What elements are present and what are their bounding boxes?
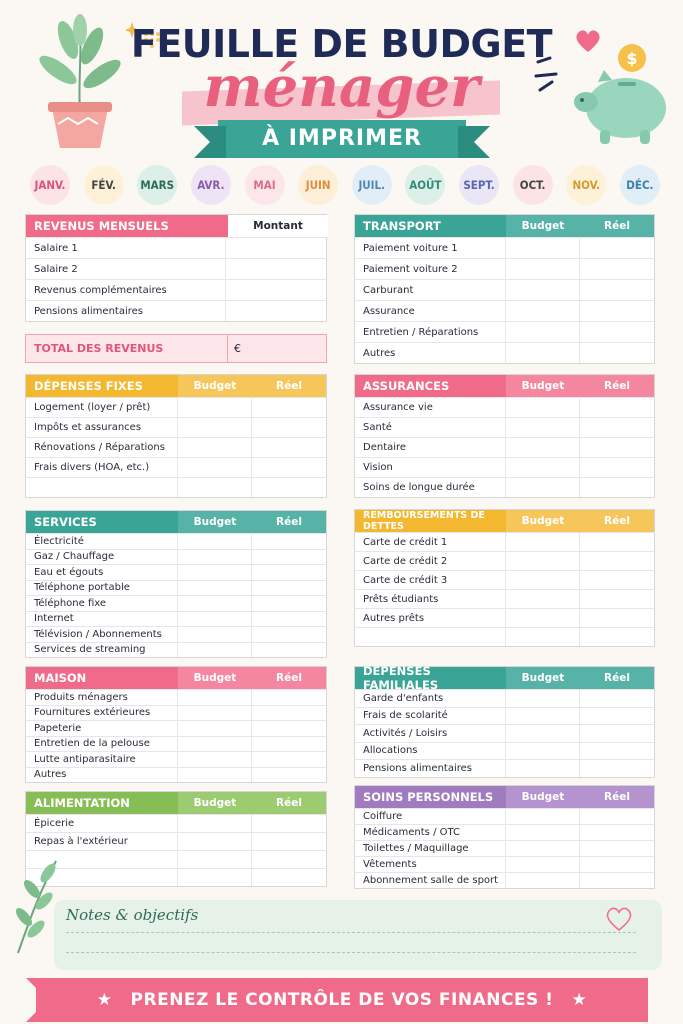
- row-label: Paiement voiture 2: [355, 259, 506, 279]
- table-row: [26, 437, 326, 457]
- column-header-reel: Réel: [252, 667, 326, 689]
- row-label: Carburant: [355, 280, 506, 300]
- reel-cell[interactable]: [580, 280, 654, 300]
- reel-cell[interactable]: [252, 438, 326, 457]
- section-title: SERVICES: [34, 515, 97, 529]
- table-row: [26, 279, 326, 300]
- month-5[interactable]: MAI: [245, 165, 285, 205]
- budget-cell[interactable]: [178, 815, 252, 832]
- row-label: Télévision / Abonnements: [26, 627, 178, 642]
- reel-cell[interactable]: [252, 627, 326, 642]
- budget-cell[interactable]: [506, 552, 580, 570]
- table-row: [355, 707, 654, 725]
- amount-cell[interactable]: [226, 301, 326, 321]
- row-label: Vêtements: [355, 857, 506, 872]
- row-label: Téléphone fixe: [26, 596, 178, 611]
- budget-cell[interactable]: [178, 581, 252, 596]
- row-label: Prêts étudiants: [355, 590, 506, 608]
- reel-cell[interactable]: [580, 809, 654, 824]
- amount-cell[interactable]: [226, 280, 326, 300]
- row-label: Vision: [355, 458, 506, 477]
- heart-outline-icon: [604, 906, 634, 932]
- row-label: Pensions alimentaires: [355, 760, 506, 777]
- table-row: [26, 595, 326, 611]
- row-label: Salaire 1: [26, 238, 226, 258]
- row-label: Carte de crédit 2: [355, 552, 506, 570]
- total-revenus-row: [25, 334, 327, 363]
- row-label: Paiement voiture 1: [355, 238, 506, 258]
- reel-cell[interactable]: [252, 581, 326, 596]
- reel-cell[interactable]: [252, 550, 326, 565]
- row-label: Frais de scolarité: [355, 708, 506, 725]
- reel-cell[interactable]: [580, 238, 654, 258]
- budget-cell[interactable]: [506, 322, 580, 342]
- row-label: Papeterie: [26, 721, 178, 736]
- reel-cell[interactable]: [580, 725, 654, 742]
- reel-cell[interactable]: [580, 760, 654, 777]
- reel-cell[interactable]: [252, 478, 326, 497]
- table-row: [26, 549, 326, 565]
- row-label: Assurance vie: [355, 398, 506, 417]
- table-row: [355, 300, 654, 321]
- table-row: [355, 437, 654, 457]
- notes-line: [66, 952, 636, 953]
- budget-cell[interactable]: [506, 343, 580, 363]
- row-label: Produits ménagers: [26, 690, 178, 705]
- budget-cell[interactable]: [506, 690, 580, 707]
- month-1[interactable]: JANV.: [30, 165, 70, 205]
- table-row: [355, 237, 654, 258]
- budget-cell[interactable]: [178, 737, 252, 752]
- budget-cell[interactable]: [178, 643, 252, 658]
- table-row: [355, 551, 654, 570]
- table-row: [355, 808, 654, 824]
- row-label: Abonnement salle de sport: [355, 873, 506, 888]
- month-7[interactable]: JUIL.: [352, 165, 392, 205]
- row-label: Garde d'enfants: [355, 690, 506, 707]
- column-header-reel: Réel: [252, 375, 326, 397]
- budget-cell[interactable]: [178, 534, 252, 549]
- notes-title: Notes & objectifs: [66, 906, 199, 924]
- reel-cell[interactable]: [580, 418, 654, 437]
- reel-cell[interactable]: [580, 301, 654, 321]
- reel-cell[interactable]: [252, 815, 326, 832]
- reel-cell[interactable]: [252, 721, 326, 736]
- star-icon: ★: [96, 990, 113, 1010]
- budget-cell[interactable]: [506, 238, 580, 258]
- table-row: [26, 751, 326, 767]
- table-row: [355, 397, 654, 417]
- total-revenus-label: TOTAL DES REVENUS: [26, 335, 228, 362]
- notes-line: [66, 932, 636, 933]
- month-10[interactable]: OCT.: [513, 165, 553, 205]
- table-row: [26, 477, 326, 497]
- reel-cell[interactable]: [580, 873, 654, 888]
- table-row: [26, 689, 326, 705]
- reel-cell[interactable]: [252, 643, 326, 658]
- table-remboursements-dettes: [354, 509, 655, 647]
- row-label: Frais divers (HOA, etc.): [26, 458, 178, 477]
- budget-cell[interactable]: [178, 565, 252, 580]
- row-label: Santé: [355, 418, 506, 437]
- row-label: Eau et égouts: [26, 565, 178, 580]
- row-label: Coiffure: [355, 809, 506, 824]
- row-label: [26, 478, 178, 497]
- column-header-budget: Budget: [506, 375, 580, 397]
- row-label: Épicerie: [26, 815, 178, 832]
- row-label: Électricité: [26, 534, 178, 549]
- table-row: [355, 589, 654, 608]
- row-label: Dentaire: [355, 438, 506, 457]
- month-11[interactable]: NOV.: [566, 165, 606, 205]
- row-label: Services de streaming: [26, 643, 178, 658]
- column-header-budget: Budget: [506, 786, 580, 808]
- row-label: Internet: [26, 612, 178, 627]
- reel-cell[interactable]: [580, 552, 654, 570]
- budget-cell[interactable]: [506, 438, 580, 457]
- column-header-budget: Budget: [178, 511, 252, 533]
- table-row: [26, 258, 326, 279]
- table-row: [26, 736, 326, 752]
- month-3[interactable]: MARS: [137, 165, 177, 205]
- row-label: Allocations: [355, 743, 506, 760]
- column-header-reel: Réel: [252, 792, 326, 814]
- month-9[interactable]: SEPT.: [459, 165, 499, 205]
- table-row: [355, 627, 654, 646]
- budget-cell[interactable]: [506, 418, 580, 437]
- table-row: [355, 279, 654, 300]
- month-2[interactable]: FÉV.: [84, 165, 124, 205]
- budget-cell[interactable]: [506, 301, 580, 321]
- footer-text: PRENEZ LE CONTRÔLE DE VOS FINANCES !: [130, 990, 554, 1010]
- budget-cell[interactable]: [506, 841, 580, 856]
- month-8[interactable]: AOÛT: [405, 165, 445, 205]
- table-row: [355, 824, 654, 840]
- table-row: [355, 532, 654, 551]
- row-label: Téléphone portable: [26, 581, 178, 596]
- reel-cell[interactable]: [580, 609, 654, 627]
- table-row: [355, 258, 654, 279]
- svg-text:$: $: [626, 49, 638, 68]
- table-revenus-mensuels: [25, 214, 327, 322]
- reel-cell[interactable]: [252, 458, 326, 477]
- budget-cell[interactable]: [506, 809, 580, 824]
- reel-cell[interactable]: [252, 752, 326, 767]
- column-header-budget: Budget: [506, 510, 580, 532]
- month-12[interactable]: DÉC.: [620, 165, 660, 205]
- column-header-reel: Réel: [252, 511, 326, 533]
- table-row: [26, 564, 326, 580]
- budget-cell[interactable]: [506, 857, 580, 872]
- column-header-reel: Réel: [580, 667, 654, 689]
- reel-cell[interactable]: [252, 418, 326, 437]
- table-row: [355, 570, 654, 589]
- table-row: [355, 477, 654, 497]
- table-alimentation: [25, 791, 327, 887]
- print-ribbon: À IMPRIMER: [218, 120, 466, 158]
- table-row: [355, 608, 654, 627]
- budget-cell[interactable]: [506, 458, 580, 477]
- reel-cell[interactable]: [252, 398, 326, 417]
- table-row: [26, 832, 326, 850]
- row-label: Fournitures extérieures: [26, 706, 178, 721]
- table-row: [26, 720, 326, 736]
- table-row: [26, 580, 326, 596]
- table-row: [355, 759, 654, 777]
- reel-cell[interactable]: [580, 590, 654, 608]
- reel-cell[interactable]: [580, 743, 654, 760]
- row-label: Repas à l'extérieur: [26, 833, 178, 850]
- column-header-reel: Réel: [580, 215, 654, 237]
- budget-cell[interactable]: [178, 869, 252, 886]
- column-header-reel: Réel: [580, 375, 654, 397]
- budget-cell[interactable]: [506, 825, 580, 840]
- budget-cell[interactable]: [506, 590, 580, 608]
- reel-cell[interactable]: [252, 596, 326, 611]
- row-label: Autres: [26, 768, 178, 783]
- budget-cell[interactable]: [178, 690, 252, 705]
- table-row: [26, 611, 326, 627]
- budget-cell[interactable]: [178, 851, 252, 868]
- column-header-reel: Réel: [580, 786, 654, 808]
- table-row: [355, 689, 654, 707]
- reel-cell[interactable]: [580, 533, 654, 551]
- budget-cell[interactable]: [178, 721, 252, 736]
- budget-cell[interactable]: [178, 596, 252, 611]
- star-icon: ★: [571, 990, 588, 1010]
- budget-cell[interactable]: [178, 438, 252, 457]
- budget-cell[interactable]: [178, 833, 252, 850]
- budget-cell[interactable]: [506, 478, 580, 497]
- reel-cell[interactable]: [580, 322, 654, 342]
- reel-cell[interactable]: [580, 690, 654, 707]
- table-assurances: [354, 374, 655, 498]
- budget-cell[interactable]: [506, 708, 580, 725]
- reel-cell[interactable]: [580, 571, 654, 589]
- month-selector: [30, 165, 660, 203]
- reel-cell[interactable]: [252, 690, 326, 705]
- table-row: [26, 767, 326, 783]
- reel-cell[interactable]: [252, 869, 326, 886]
- table-row: [355, 321, 654, 342]
- table-row: [355, 342, 654, 363]
- table-transport: [354, 214, 655, 364]
- page-title: FEUILLE DE BUDGET: [130, 22, 553, 66]
- row-label: Carte de crédit 3: [355, 571, 506, 589]
- table-row: [26, 868, 326, 886]
- row-label: Autres prêts: [355, 609, 506, 627]
- row-label: Autres: [355, 343, 506, 363]
- budget-cell[interactable]: [506, 571, 580, 589]
- reel-cell[interactable]: [252, 737, 326, 752]
- budget-cell[interactable]: [178, 550, 252, 565]
- section-title: DÉPENSES FIXES: [34, 379, 143, 393]
- column-header-budget: Budget: [506, 667, 580, 689]
- table-row: [26, 626, 326, 642]
- row-label: Rénovations / Réparations: [26, 438, 178, 457]
- total-revenus-value[interactable]: €: [234, 342, 241, 355]
- table-row: [355, 457, 654, 477]
- budget-cell[interactable]: [506, 628, 580, 646]
- reel-cell[interactable]: [580, 628, 654, 646]
- reel-cell[interactable]: [580, 343, 654, 363]
- row-label: Impôts et assurances: [26, 418, 178, 437]
- section-title: ALIMENTATION: [34, 796, 130, 810]
- table-row: [26, 814, 326, 832]
- amount-cell[interactable]: [226, 238, 326, 258]
- row-label: Activités / Loisirs: [355, 725, 506, 742]
- reel-cell[interactable]: [580, 398, 654, 417]
- row-label: Gaz / Chauffage: [26, 550, 178, 565]
- budget-cell[interactable]: [506, 533, 580, 551]
- table-row: [26, 417, 326, 437]
- table-row: [26, 642, 326, 658]
- table-row: [26, 300, 326, 321]
- budget-cell[interactable]: [506, 398, 580, 417]
- section-title: TRANSPORT: [363, 219, 441, 233]
- table-row: [355, 856, 654, 872]
- row-label: Revenus complémentaires: [26, 280, 226, 300]
- reel-cell[interactable]: [252, 706, 326, 721]
- month-6[interactable]: JUIN: [298, 165, 338, 205]
- budget-cell[interactable]: [506, 609, 580, 627]
- table-row: [26, 850, 326, 868]
- budget-cell[interactable]: [178, 752, 252, 767]
- column-header-budget: Budget: [178, 792, 252, 814]
- section-title: MAISON: [34, 671, 87, 685]
- budget-cell[interactable]: [178, 627, 252, 642]
- budget-cell[interactable]: [506, 725, 580, 742]
- page-subtitle: ménager: [203, 54, 480, 120]
- budget-cell[interactable]: [506, 873, 580, 888]
- budget-cell[interactable]: [506, 259, 580, 279]
- row-label: Soins de longue durée: [355, 478, 506, 497]
- reel-cell[interactable]: [580, 825, 654, 840]
- section-title: DÉPENSES FAMILIALES: [363, 664, 439, 692]
- budget-cell[interactable]: [178, 612, 252, 627]
- budget-cell[interactable]: [178, 418, 252, 437]
- reel-cell[interactable]: [252, 851, 326, 868]
- reel-cell[interactable]: [580, 857, 654, 872]
- row-label: Pensions alimentaires: [26, 301, 226, 321]
- table-row: [355, 840, 654, 856]
- budget-cell[interactable]: [506, 280, 580, 300]
- budget-cell[interactable]: [178, 478, 252, 497]
- column-header-budget: Budget: [178, 375, 252, 397]
- reel-cell[interactable]: [252, 768, 326, 783]
- row-label: Carte de crédit 1: [355, 533, 506, 551]
- table-maison: [25, 666, 327, 783]
- budget-cell[interactable]: [506, 743, 580, 760]
- table-row: [355, 742, 654, 760]
- table-row: [355, 417, 654, 437]
- table-depenses-familiales: [354, 666, 655, 778]
- reel-cell[interactable]: [580, 458, 654, 477]
- row-label: Logement (loyer / prêt): [26, 398, 178, 417]
- table-row: [26, 237, 326, 258]
- table-row: [26, 705, 326, 721]
- section-title: REMBOURSEMENTS DE DETTES: [363, 510, 485, 532]
- table-soins-personnels: [354, 785, 655, 889]
- budget-cell[interactable]: [178, 458, 252, 477]
- reel-cell[interactable]: [252, 565, 326, 580]
- column-header-montant: Montant: [228, 215, 328, 237]
- section-title: SOINS PERSONNELS: [363, 790, 494, 804]
- row-label: Entretien / Réparations: [355, 322, 506, 342]
- row-label: Lutte antiparasitaire: [26, 752, 178, 767]
- reel-cell[interactable]: [580, 478, 654, 497]
- amount-cell[interactable]: [226, 259, 326, 279]
- budget-cell[interactable]: [178, 768, 252, 783]
- reel-cell[interactable]: [580, 259, 654, 279]
- budget-cell[interactable]: [506, 760, 580, 777]
- table-depenses-fixes: [25, 374, 327, 498]
- table-row: [26, 533, 326, 549]
- table-row: [355, 724, 654, 742]
- table-row: [355, 872, 654, 888]
- row-label: Toilettes / Maquillage: [355, 841, 506, 856]
- column-header-budget: Budget: [178, 667, 252, 689]
- row-label: [355, 628, 506, 646]
- reel-cell[interactable]: [580, 438, 654, 457]
- reel-cell[interactable]: [252, 612, 326, 627]
- reel-cell[interactable]: [580, 841, 654, 856]
- column-header-reel: Réel: [580, 510, 654, 532]
- section-title: ASSURANCES: [363, 379, 450, 393]
- month-4[interactable]: AVR.: [191, 165, 231, 205]
- footer-banner: [36, 978, 648, 1022]
- reel-cell[interactable]: [580, 708, 654, 725]
- table-row: [26, 457, 326, 477]
- row-label: Entretien de la pelouse: [26, 737, 178, 752]
- column-header-budget: Budget: [506, 215, 580, 237]
- table-services: [25, 510, 327, 658]
- reel-cell[interactable]: [252, 534, 326, 549]
- row-label: Salaire 2: [26, 259, 226, 279]
- budget-cell[interactable]: [178, 706, 252, 721]
- reel-cell[interactable]: [252, 833, 326, 850]
- budget-cell[interactable]: [178, 398, 252, 417]
- section-title: REVENUS MENSUELS: [34, 219, 169, 233]
- table-row: [26, 397, 326, 417]
- row-label: Médicaments / OTC: [355, 825, 506, 840]
- row-label: Assurance: [355, 301, 506, 321]
